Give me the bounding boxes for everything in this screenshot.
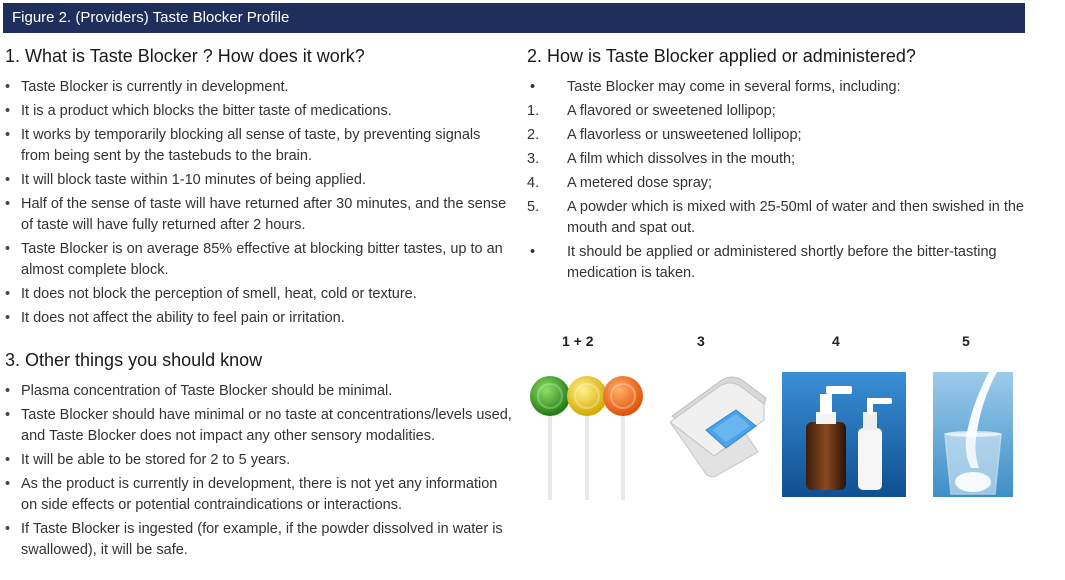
list-number: 1. bbox=[527, 103, 540, 119]
section1-list bbox=[3, 77, 513, 332]
list-number: 4. bbox=[527, 175, 540, 191]
list-number: 2. bbox=[527, 127, 540, 143]
white-spray-bottle bbox=[858, 428, 882, 490]
list-item: • It should be applied or administered shortly before the bitter-tasting medication is taken. bbox=[530, 244, 997, 281]
list-item: • It does not affect the ability to feel pain or irritation. bbox=[3, 308, 513, 329]
green-lollipop bbox=[530, 376, 570, 416]
list-item-text: A flavored or sweetened lollipop; bbox=[567, 103, 776, 119]
list-item: • Taste Blocker is currently in development. bbox=[3, 77, 513, 98]
orange-lollipop bbox=[603, 376, 643, 416]
section2-heading: 2. How is Taste Blocker applied or administered? bbox=[527, 46, 916, 66]
list-item-text: A film which dissolves in the mouth; bbox=[567, 151, 796, 167]
list-item: • As the product is currently in development, there is not yet any information on side effects or potential contraindications or interactions. bbox=[3, 474, 513, 516]
metered-dose-spray-image bbox=[782, 372, 906, 497]
list-item: • If Taste Blocker is ingested (for example, if the powder dissolved in water is swallowed), it will be safe. bbox=[3, 519, 513, 561]
list-item bbox=[527, 101, 1065, 122]
list-item-text: It should be applied or administered shortly before the bitter-tasting medication is taken. bbox=[567, 244, 997, 281]
lollipops-image bbox=[528, 372, 648, 504]
list-item-text: A metered dose spray; bbox=[567, 175, 713, 191]
section3-list bbox=[3, 381, 513, 564]
list-item-text: A flavorless or unsweetened lollipop; bbox=[567, 127, 802, 143]
list-item bbox=[527, 197, 1065, 239]
list-item: • Taste Blocker is on average 85% effective at blocking bitter tastes, up to an almost complete block. bbox=[3, 239, 513, 281]
list-item: • It will be able to be stored for 2 to 5 years. bbox=[3, 450, 513, 471]
figure-label-film: 3 bbox=[697, 333, 705, 349]
figure-title-banner: Figure 2. (Providers) Taste Blocker Profile bbox=[3, 3, 1025, 33]
list-item-text: A powder which is mixed with 25-50ml of water and then swished in the mouth and spat out. bbox=[567, 199, 1024, 236]
list-item: • It will block taste within 1-10 minutes of being applied. bbox=[3, 170, 513, 191]
amber-spray-bottle bbox=[806, 422, 846, 490]
list-item bbox=[527, 173, 1065, 194]
list-item: • Half of the sense of taste will have returned after 30 minutes, and the sense of taste will have fully returned after 2 hours. bbox=[3, 194, 513, 236]
figure-label-powder: 5 bbox=[962, 333, 970, 349]
yellow-lollipop bbox=[567, 376, 607, 416]
list-item bbox=[527, 125, 1065, 146]
list-item: • It works by temporarily blocking all sense of taste, by preventing signals from being sent by the tastebuds to the brain. bbox=[3, 125, 513, 167]
dissolving-film-image bbox=[666, 372, 770, 480]
section1-heading: 1. What is Taste Blocker ? How does it work? bbox=[5, 46, 365, 66]
list-item bbox=[527, 149, 1065, 170]
list-number: 3. bbox=[527, 151, 540, 167]
figure-label-spray: 4 bbox=[832, 333, 840, 349]
list-number: 5. bbox=[527, 199, 540, 215]
list-item: • Taste Blocker should have minimal or no taste at concentrations/levels used, and Taste Blocker does not impact any other sensory modalities. bbox=[3, 405, 513, 447]
list-item: • It does not block the perception of smell, heat, cold or texture. bbox=[3, 284, 513, 305]
powder-in-water-image bbox=[933, 372, 1013, 497]
list-item-text: Taste Blocker may come in several forms, including: bbox=[567, 79, 901, 95]
list-item: • It is a product which blocks the bitter taste of medications. bbox=[3, 101, 513, 122]
section2-list bbox=[527, 77, 1065, 287]
section3-heading: 3. Other things you should know bbox=[5, 350, 263, 370]
list-item: • Taste Blocker may come in several forms, including: bbox=[530, 79, 901, 95]
list-item: • Plasma concentration of Taste Blocker should be minimal. bbox=[3, 381, 513, 402]
figure-label-lollipops: 1 + 2 bbox=[562, 333, 594, 349]
